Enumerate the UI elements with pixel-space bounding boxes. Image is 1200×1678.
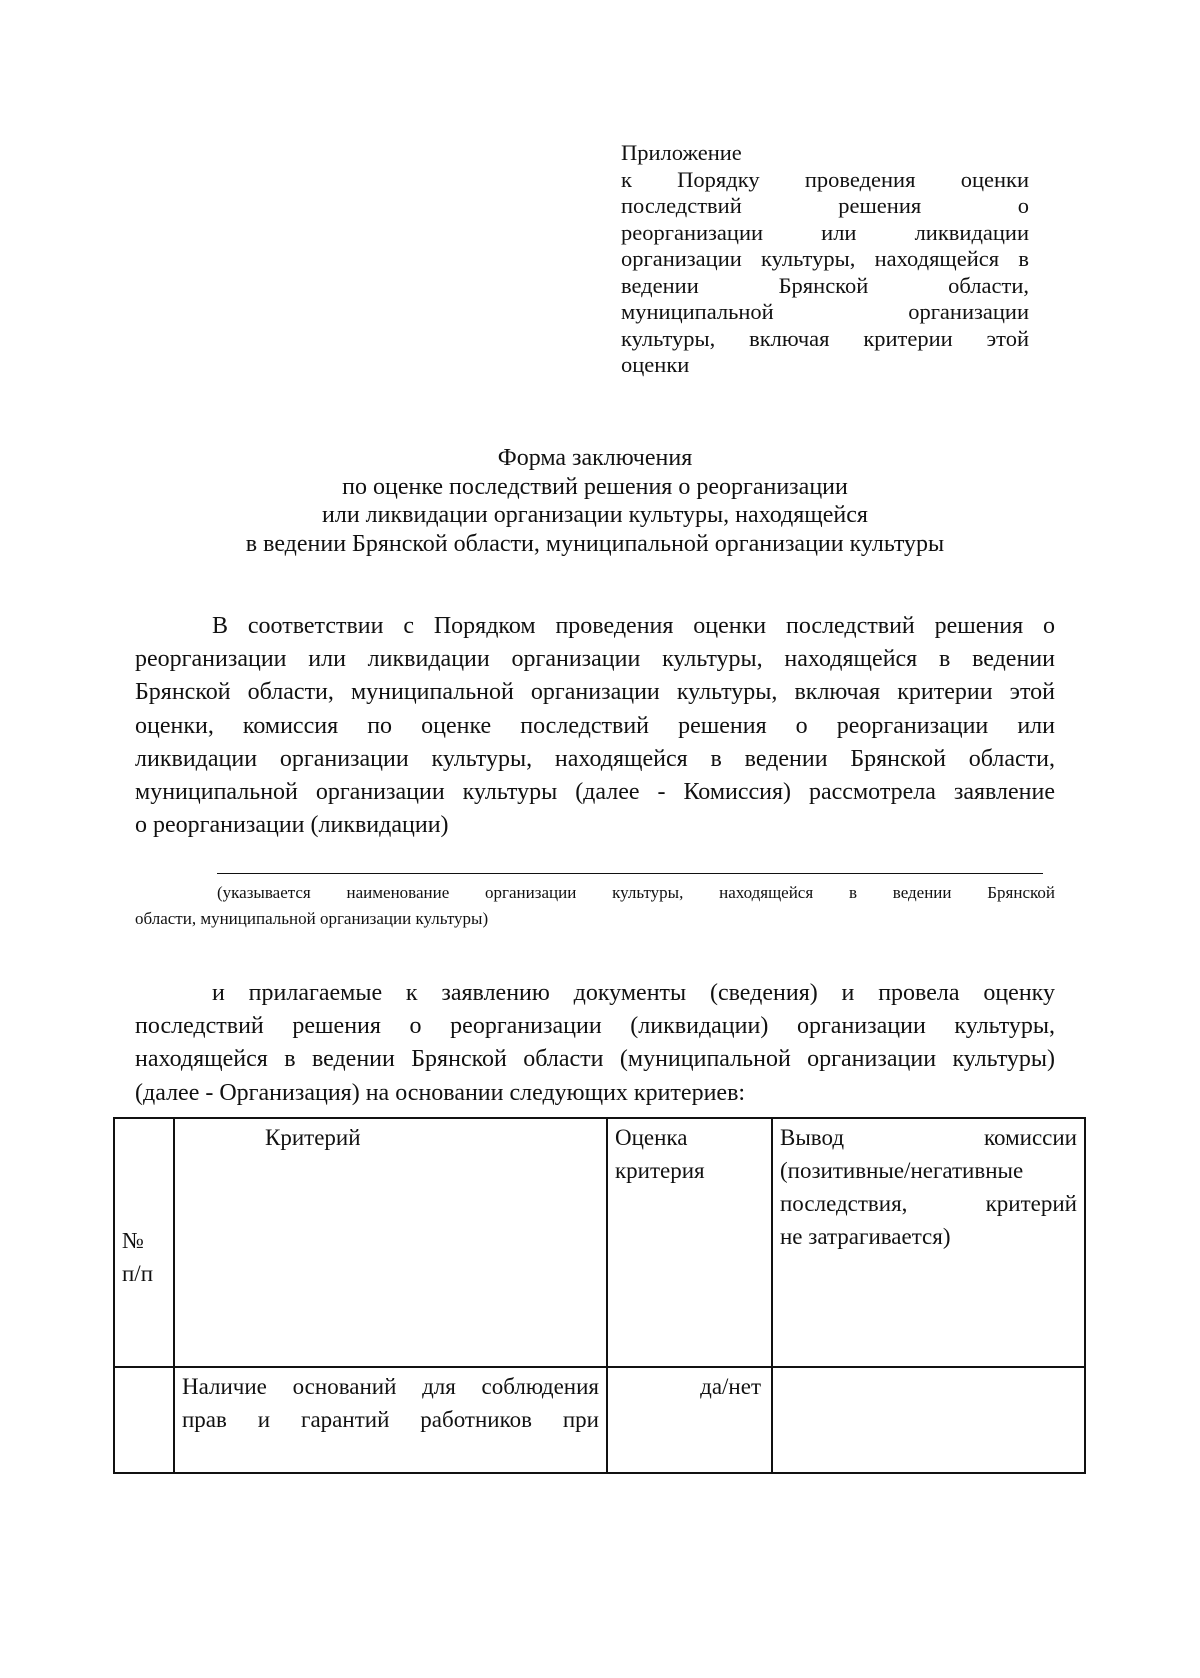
- header-conclusion-label: Вывод комиссии: [780, 1125, 1077, 1150]
- criterion-text-line: прав и гарантий работников при: [182, 1407, 599, 1432]
- criteria-intro-paragraph: [135, 977, 1055, 1110]
- appendix-line: оценки: [621, 352, 690, 377]
- paragraph-line: оценки, комиссия по оценке последствий решения о реорганизации или: [135, 712, 1055, 739]
- paragraph-line: находящейся в ведении Брянской области (муниципальной организации культуры): [135, 1046, 1055, 1073]
- header-conclusion-cell: [772, 1118, 1085, 1367]
- appendix-line: последствий решения о: [621, 193, 1029, 218]
- criteria-table: [113, 1117, 1086, 1474]
- header-num-label: п/п: [122, 1260, 154, 1286]
- hint-line: области, муниципальной организации культуры): [135, 909, 489, 928]
- organization-name-hint: [135, 880, 1055, 932]
- title-line: в ведении Брянской области, муниципальной организации культуры: [245, 530, 945, 557]
- paragraph-line: ликвидации организации культуры, находящейся в ведении Брянской области,: [135, 745, 1055, 772]
- title-line: Форма заключения: [497, 445, 693, 471]
- row-score-cell: да/нет: [607, 1367, 772, 1473]
- header-conclusion-label: (позитивные/негативные: [780, 1158, 1024, 1183]
- paragraph-line: о реорганизации (ликвидации): [135, 812, 449, 839]
- appendix-line: реорганизации или ликвидации: [621, 219, 1029, 245]
- row-conclusion-cell: [772, 1367, 1085, 1473]
- title-line: или ликвидации организации культуры, находящейся: [322, 502, 868, 528]
- header-conclusion-label: не затрагивается): [780, 1224, 951, 1249]
- document-title: [130, 444, 1060, 558]
- header-num-cell: [114, 1118, 174, 1367]
- paragraph-line: муниципальной организации культуры (далее - Комиссия) рассмотрела заявление: [135, 779, 1055, 806]
- header-criterion-cell: [174, 1118, 607, 1367]
- appendix-line: к Порядку проведения оценки: [621, 166, 1029, 192]
- appendix-block: [621, 140, 1029, 379]
- intro-paragraph: [135, 610, 1055, 842]
- hint-line: (указывается наименование организации культуры, находящейся в ведении Брянской: [217, 883, 1055, 902]
- appendix-line: культуры, включая критерии этой: [621, 325, 1029, 351]
- row-criterion-cell: [174, 1367, 607, 1473]
- table-header-row: [114, 1118, 1085, 1367]
- header-score-label: Оценка: [615, 1125, 688, 1150]
- header-num-label: №: [122, 1227, 144, 1253]
- paragraph-line: Брянской области, муниципальной организации культуры, включая критерии этой: [135, 679, 1055, 706]
- paragraph-line: последствий решения о реорганизации (ликвидации) организации культуры,: [135, 1013, 1055, 1040]
- header-score-cell: [607, 1118, 772, 1367]
- paragraph-line: (далее - Организация) на основании следующих критериев:: [135, 1079, 746, 1106]
- paragraph-line: и прилагаемые к заявлению документы (сведения) и провела оценку: [212, 980, 1055, 1006]
- paragraph-line: реорганизации или ликвидации организации культуры, находящейся в ведении: [135, 646, 1055, 673]
- header-criterion-label: Критерий: [265, 1125, 361, 1150]
- appendix-line: ведении Брянской области,: [621, 272, 1029, 298]
- appendix-line: муниципальной организации: [621, 299, 1029, 324]
- paragraph-line: В соответствии с Порядком проведения оценки последствий решения о: [212, 613, 1055, 639]
- table-row: [114, 1367, 1085, 1473]
- title-line: по оценке последствий решения о реорганизации: [342, 473, 848, 500]
- header-score-label: критерия: [615, 1158, 705, 1183]
- row-num-cell: [114, 1367, 174, 1473]
- criterion-text-line: Наличие оснований для соблюдения: [182, 1374, 599, 1399]
- organization-name-blank-line: [217, 873, 1043, 874]
- appendix-line: организации культуры, находящейся в: [621, 246, 1029, 271]
- header-conclusion-label: последствия, критерий: [780, 1191, 1077, 1216]
- appendix-line: Приложение: [621, 140, 742, 165]
